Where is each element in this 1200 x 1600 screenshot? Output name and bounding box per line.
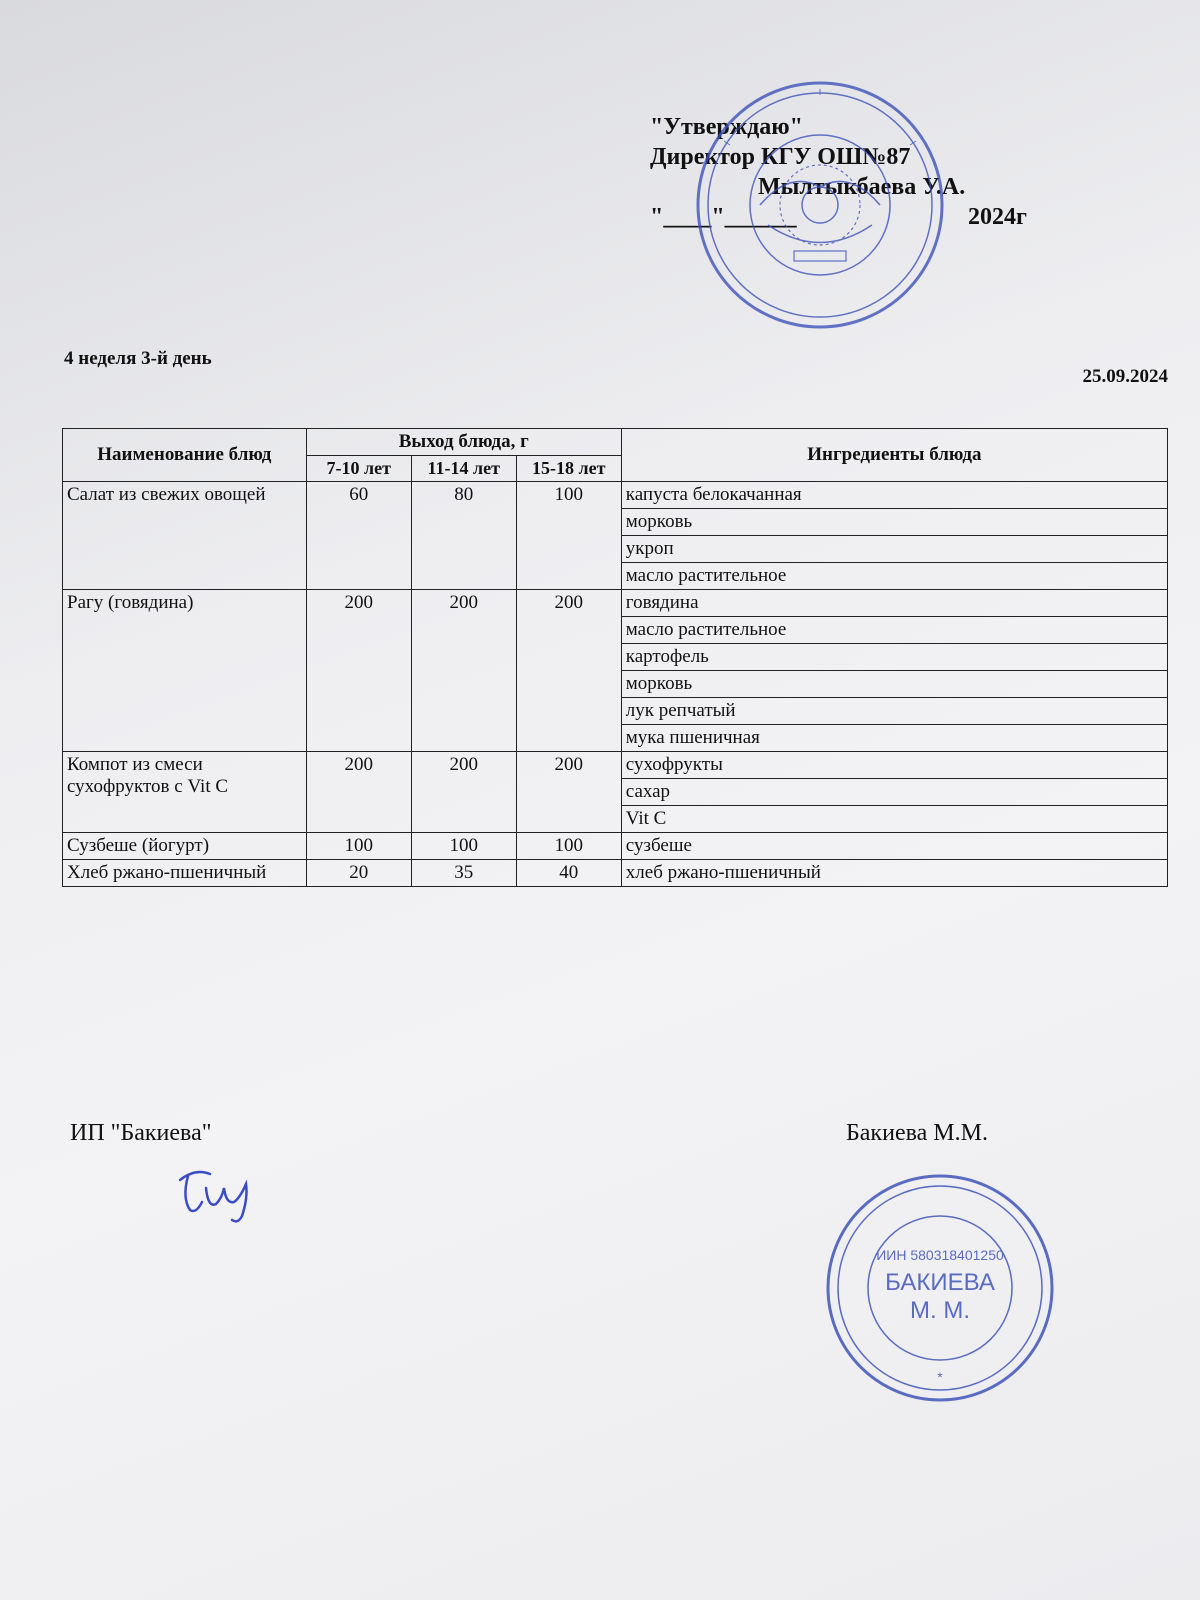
- school-seal-stamp: [690, 75, 950, 335]
- ingredient: масло растительное: [621, 563, 1167, 590]
- dish-name: Сузбеше (йогурт): [63, 833, 307, 860]
- ingredient: лук репчатый: [621, 698, 1167, 725]
- approval-line-1: "Утверждаю": [650, 114, 803, 140]
- menu-table: [62, 428, 1168, 887]
- ingredient: говядина: [621, 590, 1167, 617]
- menu-date: 25.09.2024: [1082, 366, 1168, 387]
- header-dish-name: Наименование блюд: [63, 429, 307, 482]
- dish-name: Компот из смеси сухофруктов с Vit C: [63, 752, 307, 833]
- dish-name: Салат из свежих овощей: [63, 482, 307, 590]
- yield-11-14: 200: [411, 752, 516, 833]
- supplier-stamp: [820, 1168, 1060, 1408]
- yield-11-14: 200: [411, 590, 516, 752]
- header-age-7-10: 7-10 лет: [306, 456, 411, 482]
- signature: [150, 1158, 280, 1228]
- stamp-name-2: М. М.: [910, 1297, 970, 1324]
- table-row: [63, 752, 1168, 779]
- approval-line-2: Директор КГУ ОШ№87: [650, 144, 911, 170]
- ingredient: масло растительное: [621, 617, 1167, 644]
- supplier-fio: Бакиева М.М.: [846, 1120, 988, 1146]
- yield-15-18: 200: [516, 752, 621, 833]
- header-yield: Выход блюда, г: [306, 429, 621, 456]
- ingredient: картофель: [621, 644, 1167, 671]
- header-ingredients: Ингредиенты блюда: [621, 429, 1167, 482]
- dish-name: Хлеб ржано-пшеничный: [63, 860, 307, 887]
- ingredient: морковь: [621, 671, 1167, 698]
- ingredient: сахар: [621, 779, 1167, 806]
- dish-name: Рагу (говядина): [63, 590, 307, 752]
- yield-11-14: 100: [411, 833, 516, 860]
- stamp-iin: ИИН 580318401250: [876, 1247, 1004, 1263]
- svg-text:*: *: [937, 1369, 943, 1385]
- approval-line-3: Мылтыкбаева У.А.: [758, 174, 966, 200]
- header-age-11-14: 11-14 лет: [411, 456, 516, 482]
- yield-7-10: 20: [306, 860, 411, 887]
- table-row: [63, 482, 1168, 509]
- table-row: [63, 833, 1168, 860]
- ingredient: Vit C: [621, 806, 1167, 833]
- table-row: [63, 860, 1168, 887]
- yield-7-10: 200: [306, 752, 411, 833]
- yield-15-18: 200: [516, 590, 621, 752]
- week-label: 4 неделя 3-й день: [64, 348, 212, 369]
- yield-15-18: 100: [516, 482, 621, 590]
- yield-11-14: 35: [411, 860, 516, 887]
- ingredient: мука пшеничная: [621, 725, 1167, 752]
- yield-7-10: 200: [306, 590, 411, 752]
- ingredient: сухофрукты: [621, 752, 1167, 779]
- yield-11-14: 80: [411, 482, 516, 590]
- yield-15-18: 40: [516, 860, 621, 887]
- ingredient: сузбеше: [621, 833, 1167, 860]
- header-age-15-18: 15-18 лет: [516, 456, 621, 482]
- table-row: [63, 590, 1168, 617]
- approval-year: 2024г: [968, 204, 1027, 230]
- yield-7-10: 60: [306, 482, 411, 590]
- ingredient: хлеб ржано-пшеничный: [621, 860, 1167, 887]
- ingredient: капуста белокачанная: [621, 482, 1167, 509]
- yield-7-10: 100: [306, 833, 411, 860]
- stamp-name-1: БАКИЕВА: [885, 1269, 995, 1296]
- supplier-name: ИП "Бакиева": [70, 1120, 212, 1146]
- yield-15-18: 100: [516, 833, 621, 860]
- ingredient: морковь: [621, 509, 1167, 536]
- approval-date-blank: "____"______: [650, 204, 797, 230]
- ingredient: укроп: [621, 536, 1167, 563]
